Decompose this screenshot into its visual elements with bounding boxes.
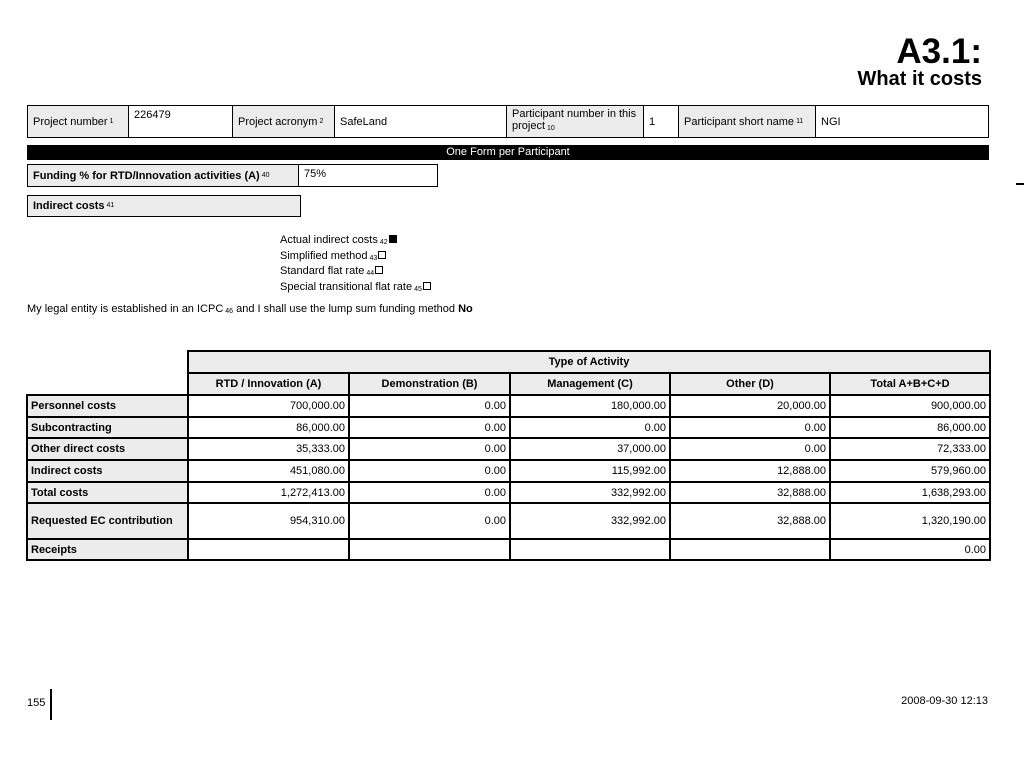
row-label: Receipts bbox=[27, 539, 188, 560]
table-cell: 0.00 bbox=[349, 460, 510, 482]
checkbox-icon[interactable] bbox=[423, 282, 431, 290]
option-special-transitional[interactable]: Special transitional flat rate 45 bbox=[280, 281, 431, 297]
option-simplified-method[interactable]: Simplified method 43 bbox=[280, 250, 431, 266]
column-header: RTD / Innovation (A) bbox=[188, 373, 349, 395]
funding-value: 75% bbox=[298, 164, 438, 187]
row-label: Subcontracting bbox=[27, 417, 188, 438]
table-cell: 86,000.00 bbox=[188, 417, 349, 438]
table-cell: 900,000.00 bbox=[830, 395, 990, 417]
column-header: Total A+B+C+D bbox=[830, 373, 990, 395]
table-row bbox=[27, 417, 990, 438]
row-label: Personnel costs bbox=[27, 395, 188, 417]
table-corner bbox=[27, 373, 188, 395]
table-cell: 180,000.00 bbox=[510, 395, 670, 417]
page-number: 155 bbox=[27, 689, 52, 720]
participant-short-name-value: NGI bbox=[815, 105, 989, 138]
table-row bbox=[27, 539, 990, 560]
indirect-costs-label: Indirect costs 41 bbox=[27, 195, 301, 217]
table-cell: 12,888.00 bbox=[670, 460, 830, 482]
checkbox-icon[interactable] bbox=[375, 266, 383, 274]
project-acronym-label: Project acronym 2 bbox=[232, 105, 335, 138]
table-row bbox=[27, 460, 990, 482]
form-code-title: A3.1: bbox=[896, 32, 982, 71]
participant-number-label: Participant number in this project 10 bbox=[506, 105, 644, 138]
table-row bbox=[27, 438, 990, 460]
table-cell: 32,888.00 bbox=[670, 503, 830, 539]
row-label: Other direct costs bbox=[27, 438, 188, 460]
table-cell: 954,310.00 bbox=[188, 503, 349, 539]
table-cell: 0.00 bbox=[670, 438, 830, 460]
costs-table bbox=[26, 350, 991, 561]
edge-mark bbox=[1016, 183, 1024, 185]
column-header: Management (C) bbox=[510, 373, 670, 395]
table-cell: 1,272,413.00 bbox=[188, 482, 349, 503]
table-cell: 0.00 bbox=[830, 539, 990, 560]
table-cell: 700,000.00 bbox=[188, 395, 349, 417]
project-number-value: 226479 bbox=[128, 105, 233, 138]
indirect-method-options bbox=[280, 234, 431, 296]
table-cell: 0.00 bbox=[510, 417, 670, 438]
form-subtitle: What it costs bbox=[857, 68, 982, 90]
checkbox-checked-icon[interactable] bbox=[389, 235, 397, 243]
table-cell: 0.00 bbox=[670, 417, 830, 438]
row-label: Total costs bbox=[27, 482, 188, 503]
checkbox-icon[interactable] bbox=[378, 251, 386, 259]
table-cell: 35,333.00 bbox=[188, 438, 349, 460]
table-cell bbox=[510, 539, 670, 560]
one-form-banner: One Form per Participant bbox=[27, 145, 989, 160]
participant-short-name-label: Participant short name 11 bbox=[678, 105, 816, 138]
table-cell: 20,000.00 bbox=[670, 395, 830, 417]
table-cell: 451,080.00 bbox=[188, 460, 349, 482]
table-cell bbox=[188, 539, 349, 560]
column-header: Demonstration (B) bbox=[349, 373, 510, 395]
participant-number-value: 1 bbox=[643, 105, 679, 138]
option-standard-flat-rate[interactable]: Standard flat rate 44 bbox=[280, 265, 431, 281]
column-header: Other (D) bbox=[670, 373, 830, 395]
icpc-answer: No bbox=[458, 303, 473, 315]
project-number-label: Project number 1 bbox=[27, 105, 129, 138]
table-cell: 0.00 bbox=[349, 482, 510, 503]
table-cell: 0.00 bbox=[349, 503, 510, 539]
table-cell: 1,638,293.00 bbox=[830, 482, 990, 503]
table-cell: 0.00 bbox=[349, 438, 510, 460]
print-timestamp: 2008-09-30 12:13 bbox=[901, 695, 988, 707]
table-row bbox=[27, 395, 990, 417]
project-acronym-value: SafeLand bbox=[334, 105, 507, 138]
table-cell: 72,333.00 bbox=[830, 438, 990, 460]
icpc-statement: My legal entity is established in an ICPC 46 and I shall use the lump sum funding method No bbox=[27, 303, 473, 315]
table-row bbox=[27, 482, 990, 503]
row-label: Requested EC contribution bbox=[27, 503, 188, 539]
table-cell: 115,992.00 bbox=[510, 460, 670, 482]
table-cell: 332,992.00 bbox=[510, 503, 670, 539]
table-cell: 332,992.00 bbox=[510, 482, 670, 503]
table-cell: 32,888.00 bbox=[670, 482, 830, 503]
table-cell: 579,960.00 bbox=[830, 460, 990, 482]
table-cell: 0.00 bbox=[349, 417, 510, 438]
funding-label: Funding % for RTD/Innovation activities (A) 40 bbox=[27, 164, 299, 187]
table-cell bbox=[670, 539, 830, 560]
option-actual-indirect[interactable]: Actual indirect costs 42 bbox=[280, 234, 431, 250]
table-cell: 1,320,190.00 bbox=[830, 503, 990, 539]
table-row bbox=[27, 503, 990, 539]
row-label: Indirect costs bbox=[27, 460, 188, 482]
table-cell bbox=[349, 539, 510, 560]
table-corner bbox=[27, 351, 188, 373]
table-cell: 0.00 bbox=[349, 395, 510, 417]
table-cell: 37,000.00 bbox=[510, 438, 670, 460]
table-cell: 86,000.00 bbox=[830, 417, 990, 438]
type-of-activity-header: Type of Activity bbox=[188, 351, 990, 373]
